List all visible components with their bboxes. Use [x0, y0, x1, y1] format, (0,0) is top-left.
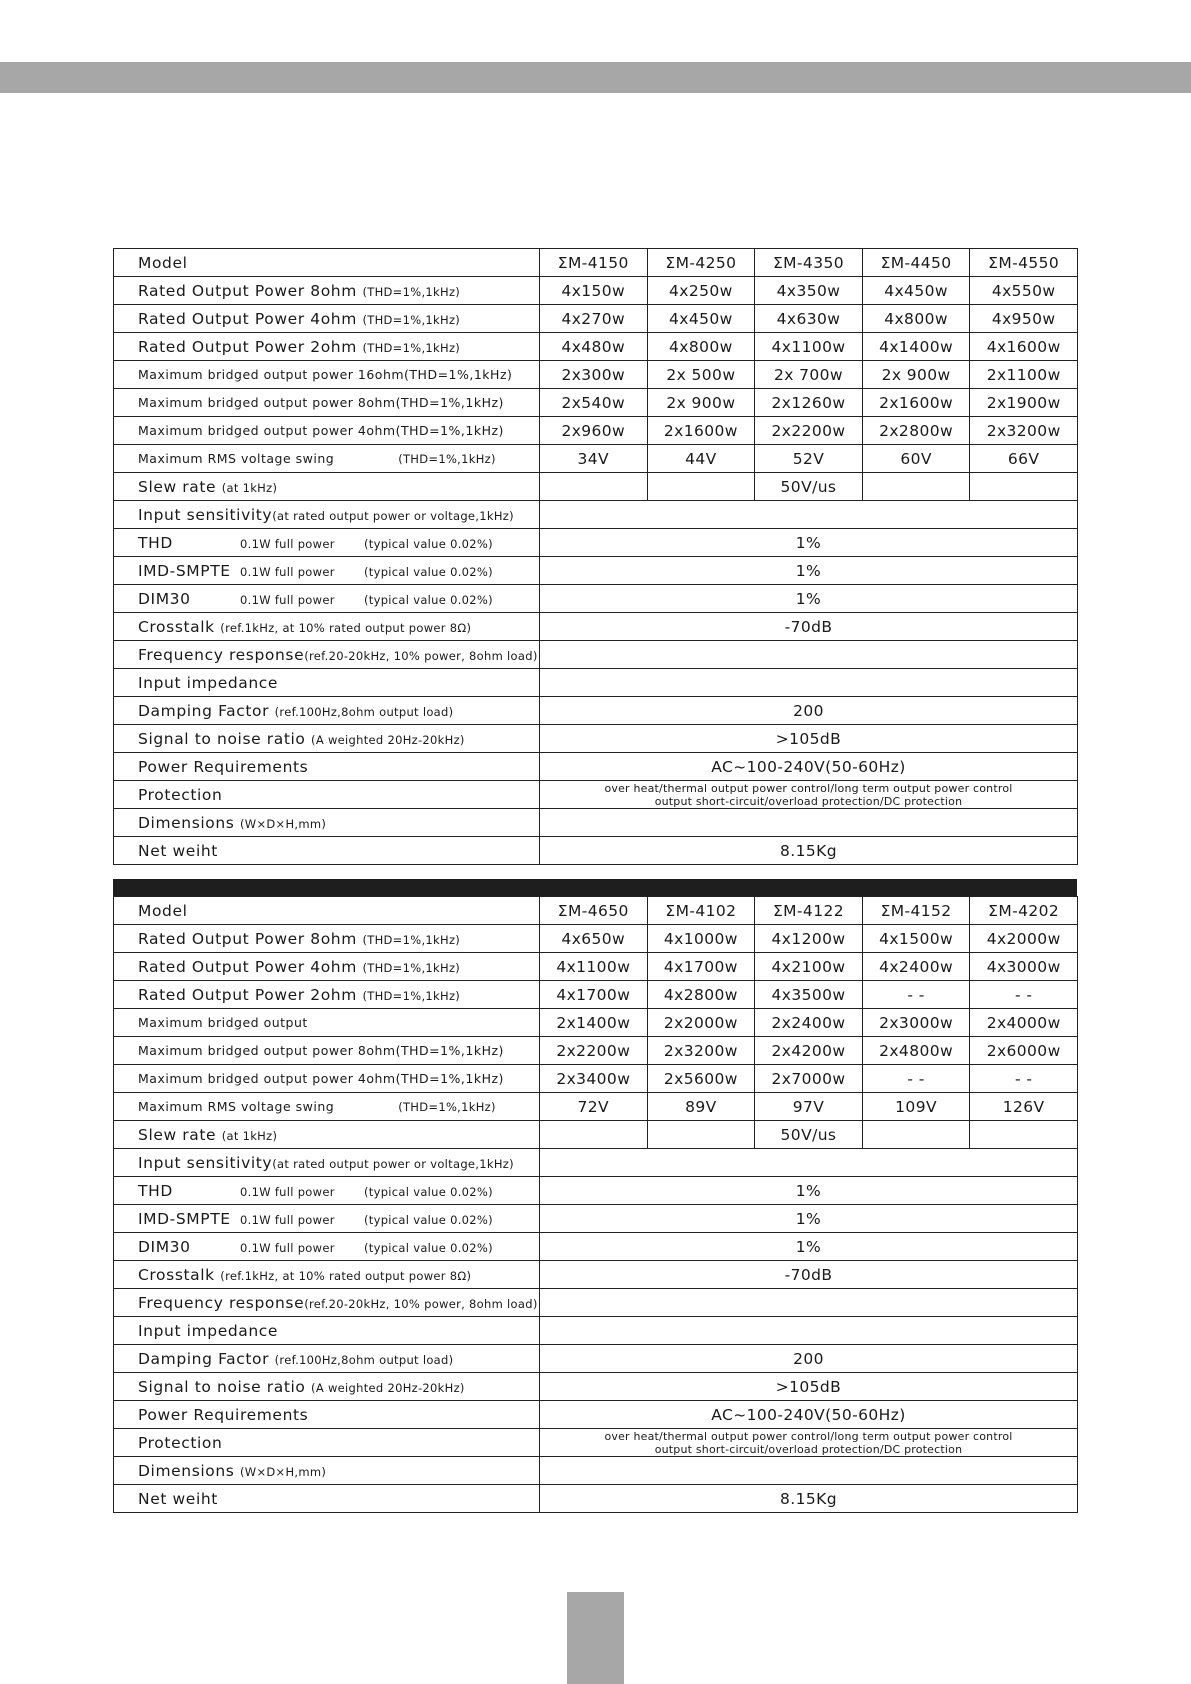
row-label: [114, 925, 540, 953]
spec-value: 2x1900w: [970, 389, 1078, 417]
spec-value: 4x1100w: [540, 953, 648, 981]
spec-value: 4x480w: [540, 333, 648, 361]
rated-8ohm-row: [114, 277, 1078, 305]
row-label-text: Frequency response: [138, 645, 305, 664]
input-sensitivity-row: [114, 1149, 1078, 1177]
model-name: ΣM-4350: [755, 249, 863, 277]
model-name: ΣM-4202: [970, 897, 1078, 925]
row-label-text: Rated Output Power 4ohm: [138, 957, 363, 976]
row-label: [114, 557, 540, 585]
row-label-condition: (THD=1%,1kHz): [362, 312, 461, 327]
spec-value: 2x2400w: [755, 1009, 863, 1037]
spec-value: 2x4800w: [862, 1037, 970, 1065]
row-label: [114, 333, 540, 361]
row-label-typical: (typical value 0.02%): [364, 536, 493, 551]
spec-value: 2x1400w: [540, 1009, 648, 1037]
spec-value: AC~100-240V(50-60Hz): [540, 1401, 1078, 1429]
spec-value: 2x3200w: [970, 417, 1078, 445]
bridged-16ohm-row: [114, 361, 1078, 389]
row-label: [114, 1429, 540, 1457]
row-label: [114, 417, 540, 445]
bridged-4ohm-row: [114, 417, 1078, 445]
slew-rate-row: [114, 1121, 1078, 1149]
row-label: [114, 697, 540, 725]
spec-table-table1: [113, 248, 1078, 865]
damping-factor-row: [114, 1345, 1078, 1373]
spec-value: 4x2000w: [970, 925, 1078, 953]
row-label: [114, 1037, 540, 1065]
row-label: [114, 981, 540, 1009]
spec-value: 2x540w: [540, 389, 648, 417]
row-label-text: Input impedance: [138, 673, 279, 692]
empty-cell: [540, 809, 1078, 837]
slew-rate-row: [114, 473, 1078, 501]
row-label-text: Maximum bridged output power 4ohm(THD=1%,1kHz): [138, 1071, 504, 1086]
row-label-condition: (THD=1%,1kHz): [362, 340, 461, 355]
spec-value: 2x4000w: [970, 1009, 1078, 1037]
row-label-text: THD: [138, 1181, 173, 1200]
spec-value: 2x2800w: [862, 417, 970, 445]
row-label-typical: (typical value 0.02%): [364, 564, 493, 579]
row-label-text: Damping Factor: [138, 701, 275, 720]
spec-value: 109V: [862, 1093, 970, 1121]
spec-value: - -: [862, 981, 970, 1009]
spec-value: 4x450w: [862, 277, 970, 305]
spec-value: 4x650w: [540, 925, 648, 953]
row-label-condition: (THD=1%,1kHz): [362, 960, 461, 975]
row-label: [114, 1485, 540, 1513]
spec-value: 4x550w: [970, 277, 1078, 305]
row-label-typical: (typical value 0.02%): [364, 1240, 493, 1255]
model-name: ΣM-4122: [755, 897, 863, 925]
row-label-text: Frequency response: [138, 1293, 305, 1312]
row-label-condition: (THD=1%,1kHz): [398, 452, 496, 466]
spec-value: 4x350w: [755, 277, 863, 305]
spec-value: 1%: [540, 557, 1078, 585]
row-label: [114, 753, 540, 781]
row-label-text: Maximum RMS voltage swing: [138, 1099, 335, 1114]
snr-row: [114, 725, 1078, 753]
row-label-condition: (ref.100Hz,8ohm output load): [274, 704, 454, 719]
spec-value: 2x300w: [540, 361, 648, 389]
model-label: Model: [114, 897, 540, 925]
spec-value: 2x 900w: [862, 361, 970, 389]
net-weight-row: [114, 1485, 1078, 1513]
thd-row: [114, 1177, 1078, 1205]
row-label-power: 0.1W full power: [240, 1184, 335, 1199]
spec-value: 2x3200w: [647, 1037, 755, 1065]
row-label-text: Dimensions: [138, 813, 240, 832]
spec-value: 50V/us: [755, 473, 863, 501]
spec-value: -70dB: [540, 1261, 1078, 1289]
spec-value: 2x3000w: [862, 1009, 970, 1037]
empty-cell: [540, 641, 1078, 669]
empty-cell: [970, 1121, 1078, 1149]
model-name: ΣM-4450: [862, 249, 970, 277]
row-label: [114, 613, 540, 641]
empty-cell: [540, 1317, 1078, 1345]
crosstalk-row: [114, 613, 1078, 641]
row-label-text: Slew rate: [138, 1125, 222, 1144]
row-label-text: Net weiht: [138, 1489, 218, 1508]
row-label-text: Crosstalk: [138, 1265, 221, 1284]
empty-cell: [540, 1149, 1078, 1177]
protection-line-1: over heat/thermal output power control/long term output power control: [604, 1429, 1013, 1443]
row-label-text: Maximum bridged output power 16ohm(THD=1%,1kHz): [138, 367, 513, 382]
row-label: [114, 1373, 540, 1401]
page-number-tab: [567, 1592, 624, 1684]
protection-line-1: over heat/thermal output power control/long term output power control: [604, 781, 1013, 795]
empty-cell: [862, 1121, 970, 1149]
spec-value: 2x3400w: [540, 1065, 648, 1093]
row-label-text: Maximum RMS voltage swing: [138, 451, 335, 466]
spec-value: 2x1600w: [862, 389, 970, 417]
row-label-condition: (W×D×H,mm): [240, 1464, 327, 1479]
row-label-condition: (A weighted 20Hz-20kHz): [311, 1380, 465, 1395]
model-label: Model: [114, 249, 540, 277]
spec-value: - -: [862, 1065, 970, 1093]
spec-value: 44V: [647, 445, 755, 473]
row-label-condition: (at 1kHz): [221, 1128, 278, 1143]
row-label-condition: (ref.1kHz, at 10% rated output power 8Ω): [220, 1268, 472, 1283]
protection-value: [540, 781, 1078, 809]
net-weight-row: [114, 837, 1078, 865]
row-label-text: Input impedance: [138, 1321, 279, 1340]
row-label: [114, 809, 540, 837]
row-label: [114, 529, 540, 557]
spec-value: 2x 700w: [755, 361, 863, 389]
spec-value: 4x1500w: [862, 925, 970, 953]
spec-value: 4x250w: [647, 277, 755, 305]
frequency-response-row: [114, 641, 1078, 669]
empty-cell: [647, 473, 755, 501]
empty-cell: [970, 473, 1078, 501]
row-label-text: DIM30: [138, 1237, 191, 1256]
row-label: [114, 1401, 540, 1429]
row-label-text: IMD-SMPTE: [138, 1209, 231, 1228]
row-label: [114, 781, 540, 809]
row-label: [114, 1457, 540, 1485]
row-label-text: Rated Output Power 8ohm: [138, 281, 363, 300]
spec-value: AC~100-240V(50-60Hz): [540, 753, 1078, 781]
empty-cell: [540, 669, 1078, 697]
spec-value: 4x800w: [647, 333, 755, 361]
spec-value: 200: [540, 1345, 1078, 1373]
spec-value: 2x2000w: [647, 1009, 755, 1037]
row-label-text: Slew rate: [138, 477, 222, 496]
model-name: ΣM-4550: [970, 249, 1078, 277]
spec-value: 2x1600w: [647, 417, 755, 445]
row-label: [114, 641, 540, 669]
spec-value: 4x1400w: [862, 333, 970, 361]
spec-value: 1%: [540, 1205, 1078, 1233]
empty-cell: [540, 1457, 1078, 1485]
spec-value: 4x2100w: [755, 953, 863, 981]
row-label-text: Input sensitivity: [138, 1153, 273, 1172]
spec-value: 2x4200w: [755, 1037, 863, 1065]
row-label-condition: (W×D×H,mm): [240, 816, 327, 831]
bridged-8ohm-row: [114, 1037, 1078, 1065]
rms-swing-row: [114, 445, 1078, 473]
empty-cell: [647, 1121, 755, 1149]
frequency-response-row: [114, 1289, 1078, 1317]
spec-value: 4x1700w: [540, 981, 648, 1009]
power-requirements-row: [114, 1401, 1078, 1429]
row-label: [114, 725, 540, 753]
row-label-text: Protection: [138, 785, 223, 804]
input-impedance-row: [114, 1317, 1078, 1345]
row-label-text: Rated Output Power 8ohm: [138, 929, 363, 948]
protection-line-2: output short-circuit/overload protection/DC protection: [654, 1442, 963, 1456]
spec-value: 2x 900w: [647, 389, 755, 417]
spec-value: 1%: [540, 585, 1078, 613]
spec-value: 4x150w: [540, 277, 648, 305]
spec-value: 4x450w: [647, 305, 755, 333]
spec-value: 1%: [540, 529, 1078, 557]
spec-value: 66V: [970, 445, 1078, 473]
row-label-condition: (at rated output power or voltage,1kHz): [272, 508, 514, 523]
spec-value: 4x1200w: [755, 925, 863, 953]
input-sensitivity-row: [114, 501, 1078, 529]
spec-value: 4x1700w: [647, 953, 755, 981]
table-separator-bar: [113, 879, 1077, 897]
spec-value: 2x960w: [540, 417, 648, 445]
row-label: [114, 1149, 540, 1177]
rms-swing-row: [114, 1093, 1078, 1121]
row-label: [114, 953, 540, 981]
row-label-text: Protection: [138, 1433, 223, 1452]
rated-2ohm-row: [114, 333, 1078, 361]
row-label: [114, 1065, 540, 1093]
row-label-condition: (THD=1%,1kHz): [362, 988, 461, 1003]
rated-2ohm-row: [114, 981, 1078, 1009]
spec-value: 8.15Kg: [540, 837, 1078, 865]
row-label-text: Crosstalk: [138, 617, 221, 636]
dim30-row: [114, 585, 1078, 613]
spec-value: 50V/us: [755, 1121, 863, 1149]
row-label: [114, 585, 540, 613]
power-requirements-row: [114, 753, 1078, 781]
spec-value: >105dB: [540, 1373, 1078, 1401]
spec-value: 2x7000w: [755, 1065, 863, 1093]
row-label: [114, 1317, 540, 1345]
spec-value: 4x3000w: [970, 953, 1078, 981]
spec-value: 4x2400w: [862, 953, 970, 981]
spec-value: 60V: [862, 445, 970, 473]
row-label-condition: (ref.20-20kHz, 10% power, 8ohm load): [304, 648, 538, 663]
row-label-typical: (typical value 0.02%): [364, 592, 493, 607]
row-label-text: DIM30: [138, 589, 191, 608]
spec-table-table2: [113, 896, 1078, 1513]
protection-line-2: output short-circuit/overload protection/DC protection: [654, 794, 963, 808]
spec-value: 4x1000w: [647, 925, 755, 953]
protection-row: [114, 781, 1078, 809]
row-label: [114, 277, 540, 305]
spec-value: 2x6000w: [970, 1037, 1078, 1065]
row-label-text: IMD-SMPTE: [138, 561, 231, 580]
dimensions-row: [114, 809, 1078, 837]
protection-value: [540, 1429, 1078, 1457]
row-label: [114, 1121, 540, 1149]
imd-smpte-row: [114, 1205, 1078, 1233]
row-label-text: Damping Factor: [138, 1349, 275, 1368]
row-label-condition: (ref.100Hz,8ohm output load): [274, 1352, 454, 1367]
row-label-power: 0.1W full power: [240, 536, 335, 551]
imd-smpte-row: [114, 557, 1078, 585]
model-row: [114, 897, 1078, 925]
spec-value: >105dB: [540, 725, 1078, 753]
rated-4ohm-row: [114, 953, 1078, 981]
spec-value: 1%: [540, 1233, 1078, 1261]
row-label-condition: (THD=1%,1kHz): [362, 284, 461, 299]
empty-cell: [540, 1289, 1078, 1317]
row-label-power: 0.1W full power: [240, 564, 335, 579]
spec-value: 2x5600w: [647, 1065, 755, 1093]
row-label-text: THD: [138, 533, 173, 552]
spec-value: 52V: [755, 445, 863, 473]
spec-value: 72V: [540, 1093, 648, 1121]
row-label: [114, 361, 540, 389]
spec-value: 4x1600w: [970, 333, 1078, 361]
row-label-text: Power Requirements: [138, 757, 309, 776]
row-label: [114, 1289, 540, 1317]
model-name: ΣM-4650: [540, 897, 648, 925]
rated-8ohm-row: [114, 925, 1078, 953]
spec-value: 34V: [540, 445, 648, 473]
row-label: [114, 1261, 540, 1289]
row-label-text: Input sensitivity: [138, 505, 273, 524]
row-label: [114, 473, 540, 501]
row-label: [114, 1233, 540, 1261]
row-label-text: Maximum bridged output power 8ohm(THD=1%,1kHz): [138, 395, 504, 410]
crosstalk-row: [114, 1261, 1078, 1289]
row-label-condition: (ref.1kHz, at 10% rated output power 8Ω): [220, 620, 472, 635]
row-label-typical: (typical value 0.02%): [364, 1212, 493, 1227]
thd-row: [114, 529, 1078, 557]
spec-value: 2x2200w: [540, 1037, 648, 1065]
spec-value: 2x 500w: [647, 361, 755, 389]
row-label-power: 0.1W full power: [240, 592, 335, 607]
row-label-text: Maximum bridged output: [138, 1015, 308, 1030]
damping-factor-row: [114, 697, 1078, 725]
model-name: ΣM-4150: [540, 249, 648, 277]
row-label-text: Signal to noise ratio: [138, 729, 312, 748]
row-label-power: 0.1W full power: [240, 1240, 335, 1255]
spec-value: 4x630w: [755, 305, 863, 333]
dim30-row: [114, 1233, 1078, 1261]
input-impedance-row: [114, 669, 1078, 697]
spec-value: 2x1100w: [970, 361, 1078, 389]
spec-value: 89V: [647, 1093, 755, 1121]
protection-row: [114, 1429, 1078, 1457]
row-label-text: Rated Output Power 2ohm: [138, 337, 363, 356]
row-label-condition: (at rated output power or voltage,1kHz): [272, 1156, 514, 1171]
row-label-condition: (THD=1%,1kHz): [362, 932, 461, 947]
row-label-text: Rated Output Power 4ohm: [138, 309, 363, 328]
spec-value: 97V: [755, 1093, 863, 1121]
empty-cell: [862, 473, 970, 501]
row-label-power: 0.1W full power: [240, 1212, 335, 1227]
empty-cell: [540, 501, 1078, 529]
spec-value: 2x1260w: [755, 389, 863, 417]
spec-value: 4x3500w: [755, 981, 863, 1009]
row-label-condition: (A weighted 20Hz-20kHz): [311, 732, 465, 747]
empty-cell: [540, 1121, 648, 1149]
spec-value: 4x950w: [970, 305, 1078, 333]
model-row: [114, 249, 1078, 277]
dimensions-row: [114, 1457, 1078, 1485]
empty-cell: [540, 473, 648, 501]
row-label-text: Rated Output Power 2ohm: [138, 985, 363, 1004]
model-name: ΣM-4250: [647, 249, 755, 277]
row-label: [114, 305, 540, 333]
spec-value: - -: [970, 981, 1078, 1009]
spec-value: 4x270w: [540, 305, 648, 333]
bridged-8ohm-row: [114, 389, 1078, 417]
spec-value: 4x800w: [862, 305, 970, 333]
row-label: [114, 1205, 540, 1233]
row-label: [114, 669, 540, 697]
row-label-text: Signal to noise ratio: [138, 1377, 312, 1396]
row-label-text: Power Requirements: [138, 1405, 309, 1424]
model-name: ΣM-4102: [647, 897, 755, 925]
header-band: [0, 62, 1191, 93]
row-label: [114, 445, 540, 473]
row-label: [114, 1345, 540, 1373]
spec-value: 200: [540, 697, 1078, 725]
row-label-condition: (at 1kHz): [221, 480, 278, 495]
row-label: [114, 501, 540, 529]
spec-value: 126V: [970, 1093, 1078, 1121]
spec-value: 8.15Kg: [540, 1485, 1078, 1513]
spec-value: - -: [970, 1065, 1078, 1093]
row-label-text: Net weiht: [138, 841, 218, 860]
snr-row: [114, 1373, 1078, 1401]
row-label: [114, 837, 540, 865]
row-label-condition: (THD=1%,1kHz): [398, 1100, 496, 1114]
row-label-text: Maximum bridged output power 8ohm(THD=1%,1kHz): [138, 1043, 504, 1058]
row-label-typical: (typical value 0.02%): [364, 1184, 493, 1199]
spec-value: 2x2200w: [755, 417, 863, 445]
row-label-text: Maximum bridged output power 4ohm(THD=1%,1kHz): [138, 423, 504, 438]
bridged-16ohm-row: [114, 1009, 1078, 1037]
row-label: [114, 1009, 540, 1037]
row-label-text: Dimensions: [138, 1461, 240, 1480]
row-label: [114, 1093, 540, 1121]
bridged-4ohm-row: [114, 1065, 1078, 1093]
rated-4ohm-row: [114, 305, 1078, 333]
model-name: ΣM-4152: [862, 897, 970, 925]
spec-value: -70dB: [540, 613, 1078, 641]
spec-value: 4x1100w: [755, 333, 863, 361]
spec-value: 1%: [540, 1177, 1078, 1205]
row-label: [114, 389, 540, 417]
spec-value: 4x2800w: [647, 981, 755, 1009]
row-label: [114, 1177, 540, 1205]
row-label-condition: (ref.20-20kHz, 10% power, 8ohm load): [304, 1296, 538, 1311]
